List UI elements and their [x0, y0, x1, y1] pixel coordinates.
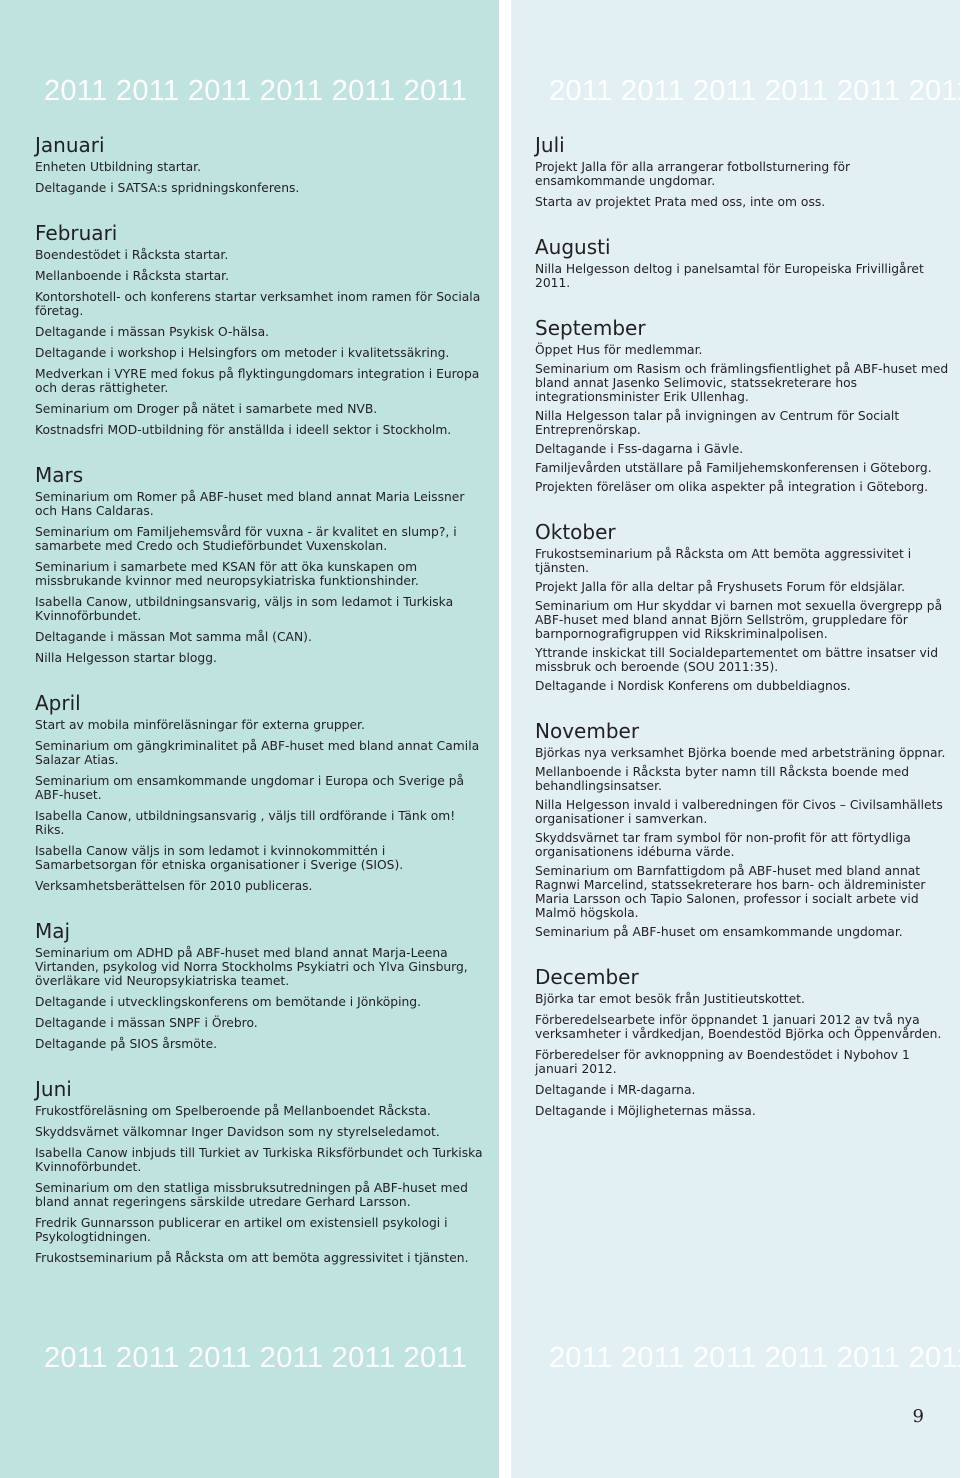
month-section-april: [35, 691, 485, 893]
year-label: 2011: [403, 1342, 468, 1374]
page-number: 9: [912, 1406, 924, 1427]
month-heading: December: [535, 965, 639, 989]
event-entry: Skyddsvärnet välkomnar Inger Davidson som ny styrelseledamot.: [35, 1125, 440, 1139]
year-label: 2011: [115, 1342, 180, 1374]
year-label: 2011: [115, 75, 180, 107]
event-entry: Deltagande i Möjligheternas mässa.: [535, 1104, 756, 1118]
year-label: 2011: [549, 1342, 613, 1374]
event-entry: Mellanboende i Råcksta byter namn till Råcksta boende med behandlingsinsatser.: [535, 765, 910, 793]
month-section-november: [535, 719, 952, 939]
year-label: 2011: [908, 75, 972, 107]
year-label: 2011: [549, 75, 613, 107]
event-entry: Projekt Jalla för alla arrangerar fotbollsturnering för ensamkommande ungdomar.: [535, 160, 851, 188]
year-label: 2011: [836, 1342, 901, 1374]
month-heading: Mars: [35, 463, 84, 487]
year-label: 2011: [764, 1342, 829, 1374]
event-entry: Nilla Helgesson startar blogg.: [35, 651, 217, 665]
month-section-september: [535, 316, 952, 494]
event-entry: Frukostföreläsning om Spelberoende på Mellanboendet Råcksta.: [35, 1104, 431, 1118]
year-label: 2011: [836, 75, 901, 107]
event-entry: Medverkan i VYRE med fokus på flyktingungdomars integration i Europa och deras rättigheter.: [35, 367, 480, 395]
event-entry: Mellanboende i Råcksta startar.: [35, 269, 230, 283]
event-entry: Deltagande i MR-dagarna.: [535, 1083, 696, 1097]
year-label: 2011: [331, 75, 396, 107]
year-label: 2011: [908, 1342, 972, 1374]
event-entry: Start av mobila minföreläsningar för externa grupper.: [35, 718, 365, 732]
event-entry: Seminarium på ABF-huset om ensamkommande ungdomar.: [535, 925, 903, 939]
event-entry: Seminarium om den statliga missbruksutredningen på ABF-huset med bland annat regeringens särskilde utredare Gerhard Larsson.: [35, 1181, 468, 1209]
year-label: 2011: [331, 1342, 396, 1374]
event-entry: Isabella Canow, utbildningsansvarig, väljs in som ledamot i Turkiska Kvinnoförbundet.: [35, 595, 454, 623]
event-entry: Björkas nya verksamhet Björka boende med arbetsträning öppnar.: [535, 746, 946, 760]
left-month-list: [35, 133, 485, 1291]
event-entry: Projekten föreläser om olika aspekter på integration i Göteborg.: [535, 480, 929, 494]
month-section-februari: [35, 221, 485, 437]
event-entry: Deltagande i workshop i Helsingfors om metoder i kvalitetssäkring.: [35, 346, 450, 360]
event-entry: Familjevården utställare på Familjehemskonferensen i Göteborg.: [535, 461, 932, 475]
event-entry: Projekt Jalla för alla deltar på Fryshusets Forum för eldsjälar.: [535, 580, 906, 594]
event-entry: Förberedelsearbete inför öppnandet 1 januari 2012 av två nya verksamheter i vårdkedjan, Boendestöd Björka och Öppenvården.: [535, 1013, 942, 1041]
right-column: [511, 0, 972, 1478]
year-label: 2011: [620, 75, 685, 107]
event-entry: Frukostseminarium på Råcksta om att bemöta aggressivitet i tjänsten.: [35, 1251, 469, 1265]
event-entry: Björka tar emot besök från Justitieutskottet.: [535, 992, 805, 1006]
event-entry: Seminarium i samarbete med KSAN för att öka kunskapen om missbrukande kvinnor med neuropsykiatriska funktionshinder.: [35, 560, 419, 588]
event-entry: Isabella Canow inbjuds till Turkiet av Turkiska Riksförbundet och Turkiska Kvinnoförbundet.: [35, 1146, 483, 1174]
event-entry: Förberedelser för avknoppning av Boendestödet i Nybohov 1 januari 2012.: [535, 1048, 910, 1076]
year-label: 2011: [187, 1342, 252, 1374]
right-month-list: [535, 133, 952, 1144]
month-section-maj: [35, 919, 485, 1051]
event-entry: Deltagande på SIOS årsmöte.: [35, 1037, 218, 1051]
event-entry: Öppet Hus för medlemmar.: [535, 343, 703, 357]
month-heading: Juli: [535, 133, 565, 157]
month-section-december: [535, 965, 952, 1118]
event-entry: Starta av projektet Prata med oss, inte om oss.: [535, 195, 826, 209]
month-heading: Februari: [35, 221, 118, 245]
year-label: 2011: [764, 75, 829, 107]
event-entry: Kostnadsfri MOD-utbildning för anställda i ideell sektor i Stockholm.: [35, 423, 452, 437]
month-heading: September: [535, 316, 646, 340]
event-entry: Frukostseminarium på Råcksta om Att bemöta aggressivitet i tjänsten.: [535, 547, 912, 575]
month-heading: Augusti: [535, 235, 611, 259]
year-strip-top-right: [549, 75, 972, 108]
month-heading: Oktober: [535, 520, 616, 544]
year-label: 2011: [44, 75, 108, 107]
month-section-juni: [35, 1077, 485, 1265]
event-entry: Verksamhetsberättelsen för 2010 publiceras.: [35, 879, 313, 893]
year-label: 2011: [403, 75, 468, 107]
event-entry: Seminarium om ensamkommande ungdomar i Europa och Sverige på ABF-huset.: [35, 774, 465, 802]
event-entry: Seminarium om Hur skyddar vi barnen mot sexuella övergrepp på ABF-huset med bland annat Björn Sellström, gruppledare för barnpornografigruppen vid Rikskriminalpolisen.: [535, 599, 943, 641]
event-entry: Enheten Utbildning startar.: [35, 160, 202, 174]
event-entry: Seminarium om gängkriminalitet på ABF-huset med bland annat Camila Salazar Atias.: [35, 739, 480, 767]
event-entry: Yttrande inskickat till Socialdepartementet om bättre insatser vid missbruk och beroende (SOU 2011:35).: [535, 646, 939, 674]
event-entry: Boendestödet i Råcksta startar.: [35, 248, 229, 262]
month-section-augusti: [535, 235, 952, 290]
event-entry: Fredrik Gunnarsson publicerar en artikel om existensiell psykologi i Psykologtidningen.: [35, 1216, 448, 1244]
event-entry: Seminarium om Rasism och främlingsfientlighet på ABF-huset med bland annat Jasenko Selimovic, statssekreterare hos integrationsminister Erik Ullenhag.: [535, 362, 949, 404]
month-section-januari: [35, 133, 485, 195]
event-entry: Seminarium om ADHD på ABF-huset med bland annat Marja-Leena Virtanden, psykolog vid Norra Stockholms Psykiatri och Ylva Ginsburg, överläkare vid Neuropsykiatriska teamet.: [35, 946, 468, 988]
year-label: 2011: [44, 1342, 108, 1374]
month-section-mars: [35, 463, 485, 665]
year-strip-bottom-right: [549, 1342, 972, 1375]
year-label: 2011: [620, 1342, 685, 1374]
event-entry: Seminarium om Romer på ABF-huset med bland annat Maria Leissner och Hans Caldaras.: [35, 490, 465, 518]
year-label: 2011: [187, 75, 252, 107]
month-heading: Maj: [35, 919, 71, 943]
year-label: 2011: [692, 1342, 757, 1374]
year-strip-top-left: [44, 75, 467, 108]
event-entry: Nilla Helgesson deltog i panelsamtal för Europeiska Frivilligåret 2011.: [535, 262, 924, 290]
event-entry: Seminarium om Droger på nätet i samarbete med NVB.: [35, 402, 378, 416]
event-entry: Seminarium om Familjehemsvård för vuxna - är kvalitet en slump?, i samarbete med Credo och Studieförbundet Vuxenskolan.: [35, 525, 457, 553]
event-entry: Seminarium om Barnfattigdom på ABF-huset med bland annat Ragnwi Marcelind, statssekreterare hos barn- och äldreminister Maria Larsson och Tapio Salonen, professor i socialt arbete vid Malmö högskola.: [535, 864, 926, 920]
month-heading: April: [35, 691, 81, 715]
event-entry: Deltagande i Fss-dagarna i Gävle.: [535, 442, 744, 456]
event-entry: Nilla Helgesson talar på invigningen av Centrum för Socialt Entreprenörskap.: [535, 409, 900, 437]
event-entry: Deltagande i Nordisk Konferens om dubbeldiagnos.: [535, 679, 851, 693]
year-strip-bottom-left: [44, 1342, 467, 1375]
month-heading: Juni: [35, 1077, 72, 1101]
event-entry: Deltagande i mässan Mot samma mål (CAN).: [35, 630, 312, 644]
month-heading: Januari: [35, 133, 105, 157]
event-entry: Nilla Helgesson invald i valberedningen för Civos – Civilsamhällets organisationer i samverkan.: [535, 798, 943, 826]
event-entry: Deltagande i mässan SNPF i Örebro.: [35, 1016, 258, 1030]
event-entry: Isabella Canow, utbildningsansvarig , väljs till ordförande i Tänk om! Riks.: [35, 809, 456, 837]
event-entry: Kontorshotell- och konferens startar verksamhet inom ramen för Sociala företag.: [35, 290, 481, 318]
event-entry: Isabella Canow väljs in som ledamot i kvinnokommittén i Samarbetsorgan för etniska organisationer i Sverige (SIOS).: [35, 844, 404, 872]
year-label: 2011: [259, 1342, 324, 1374]
month-section-oktober: [535, 520, 952, 693]
year-label: 2011: [259, 75, 324, 107]
event-entry: Deltagande i SATSA:s spridningskonferens.: [35, 181, 300, 195]
event-entry: Skyddsvärnet tar fram symbol för non-profit för att förtydliga organisationens idéburna värde.: [535, 831, 911, 859]
event-entry: Deltagande i utvecklingskonferens om bemötande i Jönköping.: [35, 995, 422, 1009]
year-label: 2011: [692, 75, 757, 107]
month-section-juli: [535, 133, 952, 209]
month-heading: November: [535, 719, 640, 743]
event-entry: Deltagande i mässan Psykisk O-hälsa.: [35, 325, 270, 339]
